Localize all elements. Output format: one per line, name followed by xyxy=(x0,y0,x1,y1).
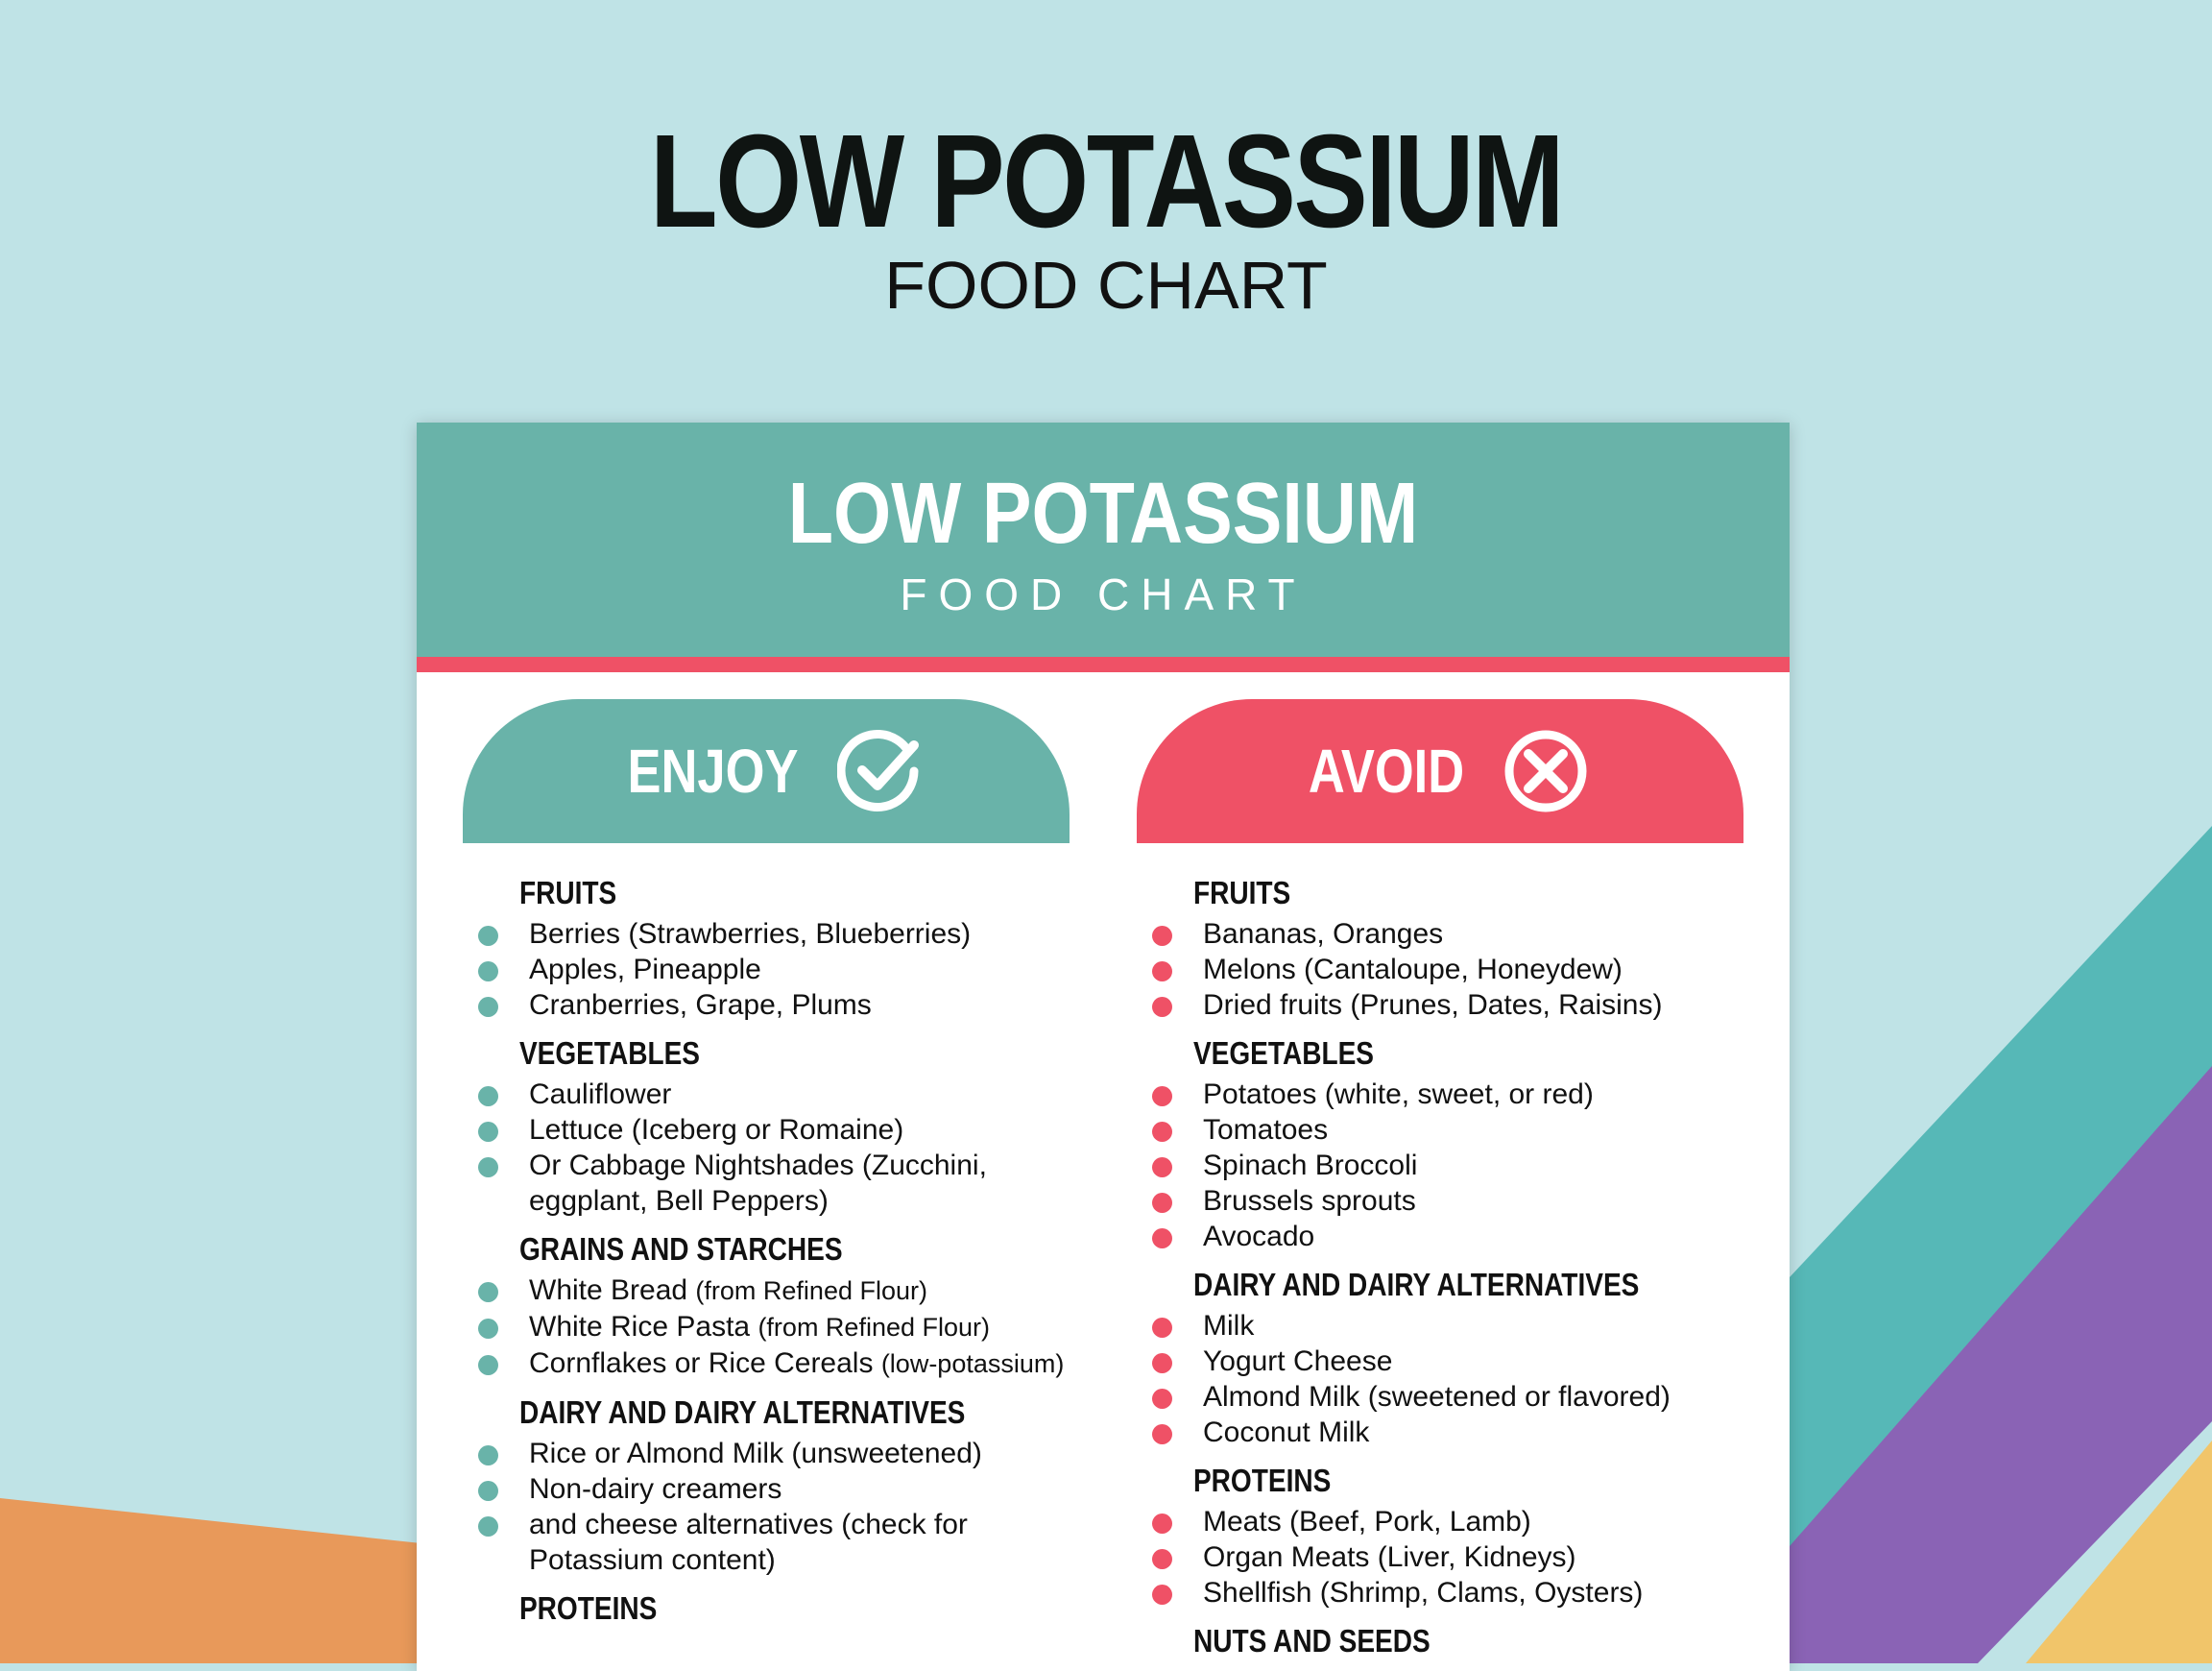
bullet-dot xyxy=(1152,1585,1172,1605)
avoid-header xyxy=(1137,699,1743,843)
enjoy-grains-heading: GRAINS AND STARCHES xyxy=(518,1231,843,1267)
page-subtitle: FOOD CHART xyxy=(884,248,1328,323)
list-item: Coconut Milk xyxy=(1139,1415,1753,1450)
list-item: and cheese alternatives (check for Potassium content) xyxy=(465,1507,1028,1578)
list-item: Avocado xyxy=(1139,1219,1753,1254)
bullet-dot xyxy=(1152,1424,1172,1444)
list-item: Shellfish (Shrimp, Clams, Oysters) xyxy=(1139,1575,1753,1610)
sheet-header xyxy=(417,423,1790,672)
sheet-title: LOW POTASSIUM xyxy=(787,466,1419,562)
bullet-dot xyxy=(1152,1157,1172,1177)
list-item: Spinach Broccoli xyxy=(1139,1148,1753,1183)
list-item: Milk xyxy=(1139,1308,1753,1344)
bullet-dot xyxy=(1152,1389,1172,1409)
enjoy-label: ENJOY xyxy=(627,737,798,806)
list-item: Almond Milk (sweetened or flavored) xyxy=(1139,1379,1753,1415)
enjoy-fruits-heading: FRUITS xyxy=(518,875,617,910)
enjoy-proteins-heading: PROTEINS xyxy=(518,1590,658,1626)
bullet-dot xyxy=(1152,1122,1172,1142)
list-item: Cornflakes or Rice Cereals (low-potassium) xyxy=(465,1345,1079,1382)
list-item: Brussels sprouts xyxy=(1139,1183,1753,1219)
bullet-dot xyxy=(478,1319,498,1339)
list-item: Apples, Pineapple xyxy=(465,952,1079,987)
list-item: Rice or Almond Milk (unsweetened) xyxy=(465,1436,1079,1471)
check-circle-icon xyxy=(837,728,924,814)
bullet-dot xyxy=(1152,1086,1172,1106)
list-item: Melons (Cantaloupe, Honeydew) xyxy=(1139,952,1753,987)
enjoy-dairy-heading: DAIRY AND DAIRY ALTERNATIVES xyxy=(518,1394,966,1430)
list-item: Potatoes (white, sweet, or red) xyxy=(1139,1077,1753,1112)
avoid-label: AVOID xyxy=(1308,737,1465,806)
enjoy-header xyxy=(463,699,1070,843)
bullet-dot xyxy=(1152,1318,1172,1338)
bullet-dot xyxy=(478,926,498,946)
avoid-dairy-heading: DAIRY AND DAIRY ALTERNATIVES xyxy=(1192,1267,1640,1302)
avoid-vegetables-heading: VEGETABLES xyxy=(1192,1035,1375,1071)
list-item: Yogurt Cheese xyxy=(1139,1344,1753,1379)
bullet-dot xyxy=(478,1122,498,1142)
list-item: Dried fruits (Prunes, Dates, Raisins) xyxy=(1139,987,1753,1023)
bullet-dot xyxy=(1152,1514,1172,1534)
bullet-dot xyxy=(1152,926,1172,946)
bullet-dot xyxy=(1152,1193,1172,1213)
bullet-dot xyxy=(478,997,498,1017)
bullet-dot xyxy=(478,1282,498,1302)
list-item: Bananas, Oranges xyxy=(1139,916,1753,952)
bullet-dot xyxy=(478,961,498,981)
enjoy-vegetables-heading: VEGETABLES xyxy=(518,1035,701,1071)
bullet-dot xyxy=(478,1481,498,1501)
list-item: White Bread (from Refined Flour) xyxy=(465,1272,1079,1309)
bullet-dot xyxy=(478,1445,498,1465)
list-item: Lettuce (Iceberg or Romaine) xyxy=(465,1112,1079,1148)
list-item: Non-dairy creamers xyxy=(465,1471,1079,1507)
bullet-dot xyxy=(478,1516,498,1537)
list-item: Meats (Beef, Pork, Lamb) xyxy=(1139,1504,1753,1539)
bullet-dot xyxy=(1152,1228,1172,1248)
avoid-nuts-heading: NUTS AND SEEDS xyxy=(1192,1623,1431,1659)
list-item: Berries (Strawberries, Blueberries) xyxy=(465,916,1079,952)
list-item: Cranberries, Grape, Plums xyxy=(465,987,1079,1023)
bullet-dot xyxy=(1152,1549,1172,1569)
enjoy-column xyxy=(465,862,1079,1632)
bullet-dot xyxy=(1152,961,1172,981)
avoid-proteins-heading: PROTEINS xyxy=(1192,1463,1332,1498)
bullet-dot xyxy=(478,1086,498,1106)
list-item: Cauliflower xyxy=(465,1077,1079,1112)
list-item: Organ Meats (Liver, Kidneys) xyxy=(1139,1539,1753,1575)
food-chart-sheet xyxy=(417,423,1790,1671)
list-item: Tomatoes xyxy=(1139,1112,1753,1148)
list-item: Or Cabbage Nightshades (Zucchini, eggplant, Bell Peppers) xyxy=(465,1148,1047,1219)
bullet-dot xyxy=(1152,1353,1172,1373)
page-title: LOW POTASSIUM xyxy=(649,108,1563,255)
sheet-subtitle: FOOD CHART xyxy=(900,569,1307,619)
avoid-fruits-heading: FRUITS xyxy=(1192,875,1291,910)
bullet-dot xyxy=(478,1157,498,1177)
avoid-column xyxy=(1139,862,1753,1664)
bullet-dot xyxy=(478,1355,498,1375)
list-item: White Rice Pasta (from Refined Flour) xyxy=(465,1309,1079,1345)
x-circle-icon xyxy=(1503,728,1589,814)
bullet-dot xyxy=(1152,997,1172,1017)
